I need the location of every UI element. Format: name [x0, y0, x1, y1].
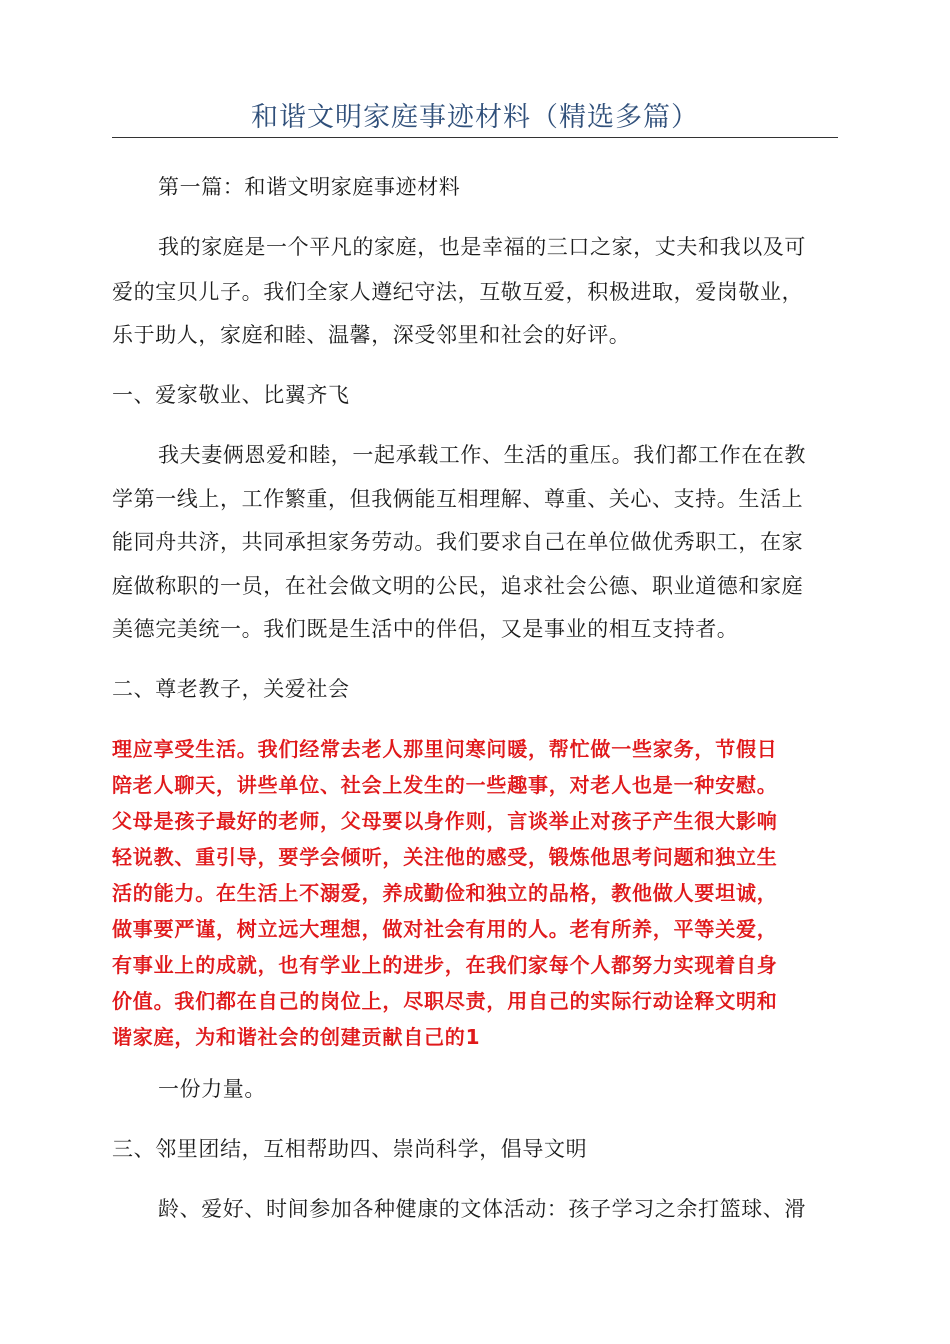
- after-highlight-line: 一份力量。: [158, 1077, 266, 1101]
- section1-line: 能同舟共济，共同承担家务劳动。我们要求自己在单位做优秀职工，在家: [112, 530, 804, 554]
- highlighted-line: 陪老人聊天，讲些单位、社会上发生的一些趣事，对老人也是一种安慰。: [112, 773, 778, 797]
- section1-line: 庭做称职的一员，在社会做文明的公民，追求社会公德、职业道德和家庭: [112, 574, 804, 598]
- title-underline: [112, 137, 838, 138]
- highlighted-line: 理应享受生活。我们经常去老人那里问寒问暖，帮忙做一些家务，节假日: [112, 737, 778, 761]
- document-title: 和谐文明家庭事迹材料（精选多篇）: [251, 102, 699, 133]
- highlighted-line: 父母是孩子最好的老师，父母要以身作则，言谈举止对孩子产生很大影响: [112, 809, 778, 833]
- highlighted-line: 做事要严谨，树立远大理想，做对社会有用的人。老有所养，平等关爱，: [112, 917, 778, 941]
- intro-line: 乐于助人，家庭和睦、温馨，深受邻里和社会的好评。: [112, 323, 631, 347]
- highlighted-line: 价值。我们都在自己的岗位上，尽职尽责，用自己的实际行动诠释文明和: [112, 989, 778, 1013]
- intro-line: 我的家庭是一个平凡的家庭，也是幸福的三口之家，丈夫和我以及可: [158, 235, 806, 259]
- section1-line: 学第一线上，工作繁重，但我俩能互相理解、尊重、关心、支持。生活上: [112, 487, 804, 511]
- highlighted-line: 活的能力。在生活上不溺爱，养成勤俭和独立的品格，教他做人要坦诚，: [112, 881, 778, 905]
- highlighted-line: 轻说教、重引导，要学会倾听，关注他的感受，锻炼他思考问题和独立生: [112, 845, 778, 869]
- chapter-heading: 第一篇：和谐文明家庭事迹材料: [158, 175, 461, 199]
- section-heading-2: 二、尊老教子，关爱社会: [112, 677, 350, 701]
- section-heading-3: 三、邻里团结，互相帮助四、崇尚科学，倡导文明: [112, 1137, 588, 1161]
- intro-line: 爱的宝贝儿子。我们全家人遵纪守法，互敬互爱，积极进取，爱岗敬业，: [112, 280, 804, 304]
- highlighted-line: 有事业上的成就，也有学业上的进步，在我们家每个人都努力实现着自身: [112, 953, 778, 977]
- last-line: 龄、爱好、时间参加各种健康的文体活动：孩子学习之余打篮球、滑: [158, 1197, 806, 1221]
- section1-line: 美德完美统一。我们既是生活中的伴侣，又是事业的相互支持者。: [112, 617, 739, 641]
- highlighted-line: 谐家庭，为和谐社会的创建贡献自己的1: [112, 1025, 481, 1049]
- section-heading-1: 一、爱家敬业、比翼齐飞: [112, 383, 350, 407]
- section1-line: 我夫妻俩恩爱和睦，一起承载工作、生活的重压。我们都工作在在教: [158, 443, 806, 467]
